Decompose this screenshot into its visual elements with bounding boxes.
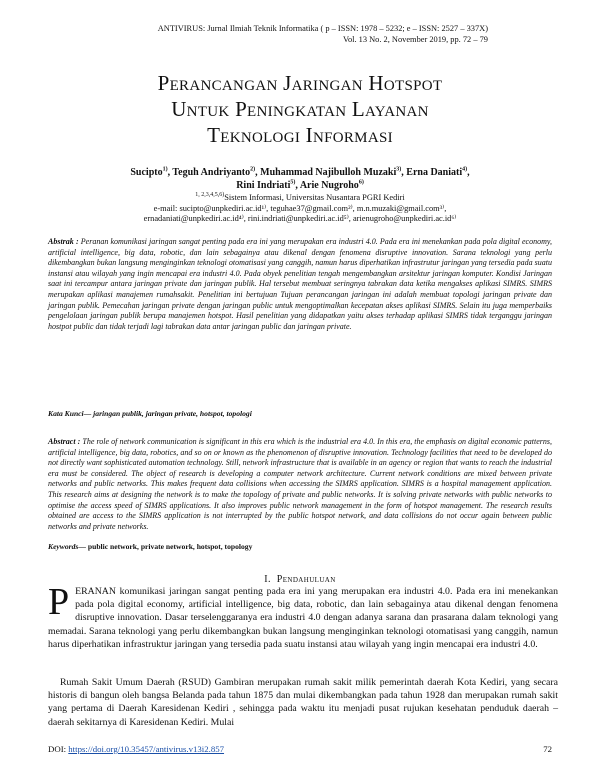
affiliation-sup: 1, 2,3,4,5,6)	[195, 192, 225, 199]
section-title: Pendahuluan	[276, 574, 336, 585]
keywords-id-lead: Kata Kunci—	[48, 409, 92, 418]
keywords-id-text: jaringan publik, jaringan private, hotspot, topologi	[91, 409, 252, 418]
abstract-english	[48, 437, 552, 532]
author-sup: 2)	[250, 166, 256, 173]
doi-link[interactable]: https://doi.org/10.35457/antivirus.v13i2.857	[68, 744, 225, 754]
keywords-english	[48, 542, 552, 552]
author-sup: 1)	[162, 166, 168, 173]
author-line1: Sucipto$^{1)}$, Teguh Andriyanto$^{2)}$, Muhammad Najibulloh Muzaki$^{3)}$, Erna Daniati$^{4)}$,	[130, 166, 470, 178]
keywords-indonesian	[48, 409, 552, 419]
section-heading	[0, 574, 600, 585]
body-paragraph-2: Rumah Sakit Umum Daerah (RSUD) Gambiran merupakan rumah sakit milik pemerintah daerah Kota Kediri, yang secara historis di bangun oleh bangsa Belanda pada tahun 1875 dan mulai dikembangkan pada tahun 1928 dan merupakan rumah sakit yang pertama di Daerah Karesidenan Kediri , sehingga pada waktu itu menjadi pusat rujukan kesehatan penduduk daerah – daerah sekitarnya di Karesidenan Kediri. Mulai	[48, 677, 558, 728]
author-name: , Teguh Andriyanto	[167, 167, 251, 178]
author-name: , Erna Daniati	[401, 167, 463, 178]
author-line2	[40, 179, 560, 192]
title-line1: Perancangan Jaringan Hotspot	[157, 71, 443, 95]
paragraph-text: ERANAN komunikasi jaringan sangat penting pada era ini yang merupakan era industri 4.0. Pada era ini menekankan pada pola digital economy, artificial intelligence, big data, robotic, dan lain sebagainya atau dikenal dengan fenomena disruptive innovation. Dasar terselenggaranya era industri 4.0 dengan adanya sarana dan prasarana dalam teknologi yang memadai. Sarana teknologi yang perlu dikembangkan bukan langsung menginginkan teknologi otomatisasi yang canggih, namun harus diperhatikan infrastruktur jaringan yang tersedia pada suatu instansi atau wilayah yang ingin mencapai era industri 4.0.	[48, 586, 558, 650]
abstract-indonesian	[48, 237, 552, 332]
author-name: Rini Indriati	[236, 180, 291, 191]
title-line2: Untuk Peningkatan Layanan	[171, 97, 429, 121]
paper-title	[0, 70, 600, 148]
doi-label: DOI:	[48, 744, 69, 754]
email-line1: e-mail: sucipto@unpkediri.ac.id¹⁾, teguhae37@gmail.com²⁾, m.n.muzaki@gmail.com³⁾,	[153, 203, 447, 213]
abstract-en-text: The role of network communication is significant in this era which is the industrial era 4.0. In this era, the emphasis on digital economic patterns, artificial intelligence, big data, robotics, and so on or known as the phenomenon of disruptive innovation. Technology facilities that need to be developed do not directly want sophisticated automation technology. Still, network infrastructure that is available in an agency or region that wants to reach the industrial era must be considered. The object of research is developing a computer network architecture. Current network conditions are mixed between private networks and public networks. This makes frequent data collisions when accessing the SIMRS application. SIMRS is a hospital management application. This research aims at designing the network is to make the topology of private and public networks. It is solving private networks with public networks to optimise the access speed of SIMRS applications. It also improves public network management in the form of hotspot management. The research results obtained are access to the SIMRS application is not interrupted by the public hotspot network, and data collisions do not occur again between public networks and private networks.	[48, 437, 552, 531]
keywords-en-lead: Keywords—	[48, 542, 86, 551]
page-number: 72	[543, 744, 552, 754]
abstract-id-lead: Abstrak :	[48, 237, 79, 246]
affiliation-text: Sistem Informasi, Universitas Nusantara PGRI Kediri	[224, 193, 405, 202]
author-name: , Arie Nugroho	[295, 180, 359, 191]
journal-header-line2: Vol. 13 No. 2, November 2019, pp. 72 – 79	[342, 35, 488, 44]
keywords-en-text: public network, private network, hotspot, topology	[85, 542, 253, 551]
title-line3: Teknologi Informasi	[207, 123, 393, 147]
section-number: I.	[264, 574, 271, 585]
abstract-en-lead: Abstract :	[48, 437, 81, 446]
email-line2: ernadaniati@unpkediri.ac.id⁴⁾, rini.indriati@unpkediri.ac.id⁵⁾, arienugroho@unpkediri.ac.id⁶⁾	[143, 214, 457, 223]
doi	[48, 744, 224, 754]
author-list	[40, 166, 560, 192]
author-name: , Muhammad Najibulloh Muzaki	[255, 167, 397, 178]
author-name: Sucipto	[130, 167, 163, 178]
page-footer	[48, 744, 552, 754]
body-paragraph-1	[48, 581, 558, 651]
affiliation-line	[40, 193, 560, 204]
drop-cap: P	[48, 581, 70, 623]
affiliation	[40, 193, 560, 225]
author-sup: 3)	[396, 166, 402, 173]
author-sup: 6)	[358, 179, 364, 186]
journal-header-line1: ANTIVIRUS: Jurnal Ilmiah Teknik Informatika ( p – ISSN: 1978 – 5232; e – ISSN: 2527 – 337X)	[157, 24, 488, 33]
author-sup: 4)	[462, 166, 468, 173]
journal-header	[158, 23, 488, 45]
author-sup: 5)	[290, 179, 296, 186]
abstract-id-text: Peranan komunikasi jaringan sangat penting pada era ini yang merupakan era industri 4.0. Pada era ini menekankan pada pola digital economy, artificial intelligence, big data, robotic, dan lain sebagainya atau dikenal dengan fenomena disruptive innovation. Sarana teknologi yang perlu dikembangkan bukan langsung menginginkan teknologi otomatisasi yang canggih, namun harus diperhatikan infrastrutur jaringan yang tersedia pada suatu instansi atau wilayah yang ingin mencapai era industri 4.0. Pada obyek penelitian tengah mengembangkan arsitektur jaringan komputer. Kondisi Jaringan saat ini tercampur antara jaringan private dan jaringan publik. Hal tersebut membuat seringnya tabrakan data ketika mengakses aplikasi SIMRS. SIMRS merupakan aplikasi manajemen rumahsakit. Penelitian ini bertujuan Tujuan perancangan jaringan ini adalah membuat topologi jaringan private dan jaringan publik. Pemecahan jaringan private dengan jaringan public untuk mengoptimalkan kecepatan akses aplikasi SIMRS. Selain itu juga memperbaiks pengelolaan jaringan publik berupa manajemen hotspot. Hasil penelitian yang didapatkan yaitu akses terhadap aplikasi SIMRS tidak terganggu jaringan hostpot public dan tidak terjadi lagi tabrakan data antar jaringan public dan jaringan private.	[48, 237, 552, 331]
